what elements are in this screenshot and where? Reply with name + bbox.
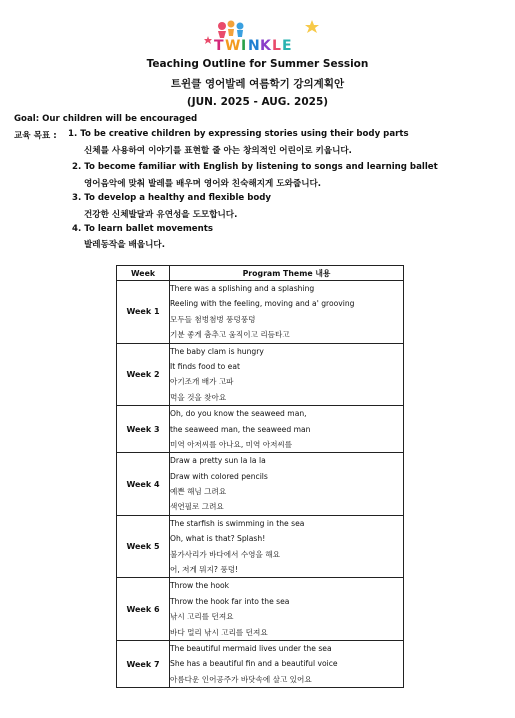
objective-3-en: 3. To develop a healthy and flexible body [72, 193, 272, 203]
theme-line: 아기조개 배가 고파 [170, 377, 234, 387]
theme-line: 아름다운 인어공주가 바닷속에 살고 있어요 [170, 674, 312, 684]
objectives-label: 교육 목표 : [14, 131, 57, 141]
goal-statement: Goal: Our children will be encouraged [14, 114, 198, 124]
theme-line: Reeling with the feeling, moving and a' grooving [170, 299, 355, 309]
objective-1-en: 1. To be creative children by expressing stories using their body parts [68, 129, 409, 139]
theme-line: The starfish is swimming in the sea [170, 518, 305, 528]
theme-line: Throw the hook far into the sea [170, 596, 290, 606]
svg-text:L: L [272, 38, 281, 54]
theme-line: 미역 아저씨를 아나요, 미역 아저씨를 [170, 439, 293, 449]
objective-2-en: 2. To become familiar with English by listening to songs and learning ballet [72, 162, 438, 172]
theme-line: 낚시 고리를 던져요 [170, 612, 234, 622]
theme-line: the seaweed man, the seaweed man [170, 424, 311, 434]
table-row [117, 640, 404, 687]
theme-line: Draw with colored pencils [170, 471, 268, 481]
objective-1-ko: 신체를 사용하여 이야기를 표현할 줄 아는 창의적인 어린이로 키웁니다. [84, 146, 352, 156]
table-header-row [117, 266, 404, 281]
week-label: Week 1 [117, 281, 170, 344]
table-row [117, 343, 404, 406]
theme-cell [170, 281, 404, 344]
theme-line: 모두들 첨벙첨벙 풍덩풍덩 [170, 314, 256, 324]
svg-text:T: T [214, 38, 224, 54]
theme-line: 바다 멀리 낚시 고리를 던져요 [170, 627, 268, 637]
theme-cell [170, 406, 404, 453]
theme-cell [170, 515, 404, 578]
table-row [117, 515, 404, 578]
theme-line: There was a splishing and a splashing [170, 284, 315, 293]
svg-text:K: K [260, 38, 271, 54]
week-label: Week 7 [117, 640, 170, 687]
objective-2-ko: 영어음악에 맞춰 발레를 배우며 영어와 친숙해지게 도와줍니다. [84, 179, 322, 189]
svg-text:W: W [225, 38, 241, 54]
theme-line: 예쁜 해님 그려요 [170, 487, 227, 497]
column-header-week: Week [117, 266, 170, 281]
theme-line: The beautiful mermaid lives under the sea [170, 643, 332, 653]
theme-line: 색연필로 그려요 [170, 502, 224, 512]
theme-cell [170, 640, 404, 687]
theme-line: The baby clam is hungry [170, 346, 264, 356]
objective-4-en: 4. To learn ballet movements [72, 224, 213, 234]
week-label: Week 4 [117, 453, 170, 516]
title-korean: 트윈클 영어발레 여름학기 강의계획안 [170, 78, 345, 90]
week-label: Week 6 [117, 578, 170, 641]
theme-line: Oh, do you know the seaweed man, [170, 409, 307, 419]
svg-text:I: I [241, 38, 247, 54]
theme-cell [170, 343, 404, 406]
svg-text:E: E [282, 38, 292, 54]
table-row [117, 578, 404, 641]
theme-line: 불가사리가 바다에서 수영을 해요 [170, 549, 280, 559]
twinkle-logo [200, 14, 330, 54]
session-period: (JUN. 2025 - AUG. 2025) [186, 96, 329, 108]
theme-line: 기분 좋게 춤추고 움직이고 리듬타고 [170, 330, 290, 340]
theme-line: Throw the hook [170, 581, 230, 591]
svg-text:N: N [248, 38, 260, 54]
theme-line: Oh, what is that? Splash! [170, 534, 266, 544]
week-label: Week 5 [117, 515, 170, 578]
theme-line: She has a beautiful fin and a beautiful voice [170, 659, 338, 669]
twinkle-logo-graphic [200, 14, 330, 54]
table-row [117, 453, 404, 516]
title-english: Teaching Outline for Summer Session [146, 58, 369, 70]
objective-3-ko: 건강한 신체발달과 유연성을 도모합니다. [84, 210, 238, 220]
theme-line: 먹을 것을 찾아요 [170, 392, 227, 402]
theme-cell [170, 578, 404, 641]
week-label: Week 3 [117, 406, 170, 453]
table-row [117, 406, 404, 453]
theme-cell [170, 453, 404, 516]
program-table [116, 265, 404, 688]
theme-line: 어, 저게 뭐지? 풍덩! [170, 565, 239, 575]
theme-line: Draw a pretty sun la la la [170, 456, 266, 466]
objective-4-ko: 발레동작을 배웁니다. [84, 240, 165, 250]
table-row [117, 281, 404, 344]
week-label: Week 2 [117, 343, 170, 406]
column-header-theme: Program Theme 내용 [170, 266, 404, 281]
theme-line: It finds food to eat [170, 361, 240, 371]
